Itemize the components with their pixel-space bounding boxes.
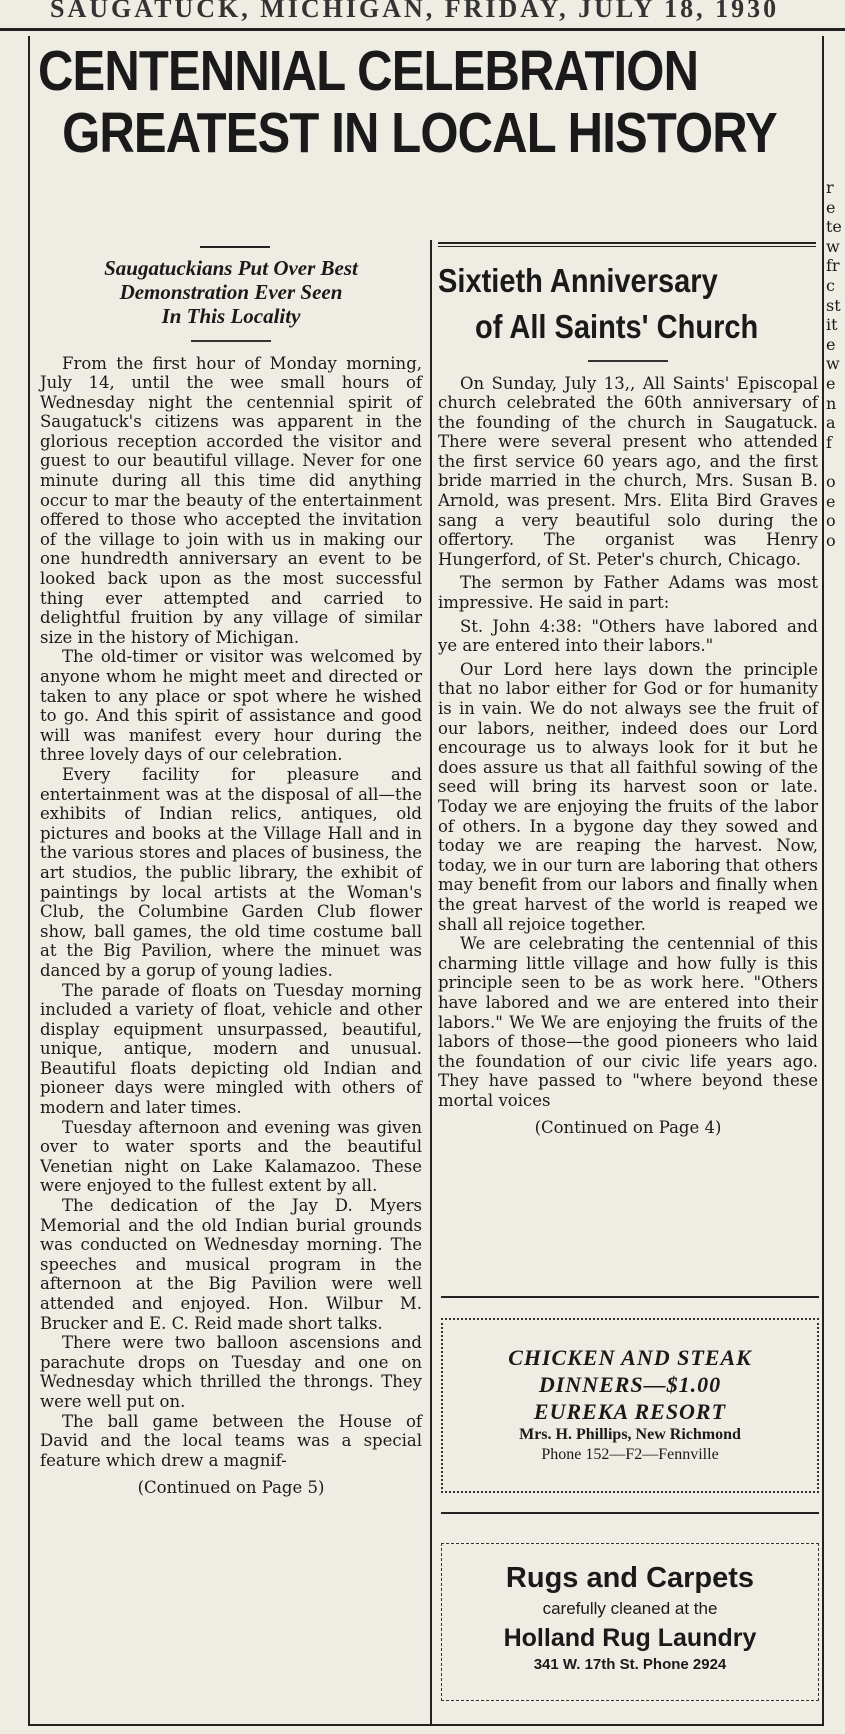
right-paragraph-5: We are celebrating the centennial of this charming little village and how fully is this principle seen to be as work here. "Others have labored and we are entered into their labors." We We are enjoying the fruits of the labors of those—the good pioneers who laid the foundation of our civic life years ago. They have passed to "where beyond these mortal voices [438, 934, 818, 1110]
left-article [40, 256, 422, 1498]
ad-separator-mid [441, 1512, 819, 1514]
ad-phone: Phone 152—F2—Fennville [541, 1446, 719, 1463]
edge-letter: w [826, 354, 840, 374]
left-header-rule [200, 246, 270, 248]
ad-rugs-carpets: Rugs and Carpets [505, 1562, 755, 1594]
subhead-line-3: In This Locality [161, 304, 301, 328]
subhead-line-1: Saugatuckians Put Over Best [104, 256, 358, 280]
church-headline [438, 258, 772, 350]
left-article-subhead [40, 256, 422, 328]
ad-proprietor: Mrs. H. Phillips, New Richmond [519, 1426, 741, 1443]
edge-letter: r [826, 178, 834, 197]
left-paragraph-2: The old-timer or visitor was welcomed by anyone whom he might meet and directed or taken to any place or spot where he wished to go. And this spirit of assistance and good will was manifest every hour during the three lovely days of our celebration. [40, 647, 422, 765]
left-continued-note: (Continued on Page 5) [137, 1478, 325, 1498]
ad-separator-top [441, 1296, 819, 1298]
right-header-rule-2 [438, 246, 816, 247]
left-margin-rule [28, 36, 30, 1726]
left-paragraph-4: The parade of floats on Tuesday morning included a variety of float, vehicle and other display equipment unsurpassed, beautiful, unique, antique, modern and unusual. Beautiful floats depicting old Indian and pioneer days were mingled with others of modern and later times. [40, 980, 422, 1118]
edge-letter: e [826, 197, 836, 217]
edge-letter: e [826, 491, 836, 511]
edge-letter: fr [826, 256, 840, 276]
left-paragraph-6: The dedication of the Jay D. Myers Memorial and the old Indian burial grounds was conducted on Wednesday morning. The speeches and musical program in the afternoon at the Big Pavilion were well attended and enjoyed. Hon. Wilbur M. Brucker and E. C. Reid made short talks. [40, 1196, 422, 1333]
edge-letter: f [826, 432, 832, 452]
left-paragraph-5: Tuesday afternoon and evening was given over to water sports and the beautiful Venetian night on Lake Kalamazoo. These were enjoyed to the fullest extent by all. [40, 1117, 422, 1196]
ad-holland-rug-laundry: Holland Rug Laundry [503, 1624, 757, 1652]
right-paragraph-4: Our Lord here lays down the principle that no labor either for God or for humanity is in vain. We do not always see the fruit of our labors, neither, indeed does our Lord encourage us to always look for it but he does assure us that all faithful sowing of the seed will bring its harvest soon or late. Today we are enjoying the fruits of the labor of others. In a bygone day they sowed and today we are reaping the harvest. Now, today, we in our turn are laboring that others may benefit from our labors and finally when the great harvest of the world is reaped we shall all rejoice together. [438, 659, 818, 934]
right-paragraph-3: St. John 4:38: "Others have labored and ye are entered into their labors." [438, 616, 818, 656]
main-headline [38, 39, 777, 165]
left-paragraph-1: From the first hour of Monday morning, July 14, until the wee small hours of Wednesday night the centennial spirit of Saugatuck's citizens was apparent in the glorious reception accorded the visitor and guest to our beautiful village. Never for one minute during all this time did anything occur to mar the beauty of the entertainment offered to those who accepted the invitation of the village to join with us in making our one hundredth anniversary an event to be looked back upon as the most successful thing ever attempted and carried to delightful fruition by any village of similar size in the history of Michigan. [40, 353, 422, 647]
right-paragraph-1: On Sunday, July 13,, All Saints' Episcopal church celebrated the 60th anniversary of the founding of the church in Saugatuck. There were several present who attended the first service 60 years ago, and the first bride married in the church, Mrs. Susan B. Arnold, was present. Mrs. Elita Bird Graves sang a very beautiful solo during the offertory. The organist was Henry Hungerford, of St. Peter's church, Chicago. [438, 373, 818, 569]
left-paragraph-8: The ball game between the House of David and the local teams was a special feature which drew a magnif- [40, 1411, 422, 1470]
right-column-rule [822, 36, 824, 1726]
left-paragraph-3: Every facility for pleasure and entertainment was at the disposal of all—the exhibits of Indian relics, antiques, old pictures and books at the Village Hall and in the various stores and places of business, the art studios, the public library, the exhibit of paintings by local artists at the Woman's Club, the Columbine Garden Club flower show, ball games, the old time costume ball at the Big Pavilion, where the minuet was danced by a gorup of young ladies. [40, 764, 422, 980]
edge-letter: o [826, 471, 836, 491]
edge-letter: w [826, 236, 840, 256]
edge-letter: c [826, 275, 835, 295]
column-divider [430, 240, 432, 1726]
church-headline-line-2: of All Saints' Church [474, 308, 759, 345]
right-paragraph-2: The sermon by Father Adams was most impressive. He said in part: [438, 573, 818, 613]
edge-letter: o [826, 511, 836, 531]
edge-letter: it [826, 315, 838, 335]
headline-line-2: GREATEST IN LOCAL HISTORY [62, 101, 777, 165]
edge-letter: a [826, 413, 836, 433]
right-header-rule [438, 242, 816, 244]
edge-letter: o [826, 530, 836, 550]
edge-letter: e [826, 334, 836, 354]
right-continued-note: (Continued on Page 4) [534, 1118, 722, 1138]
masthead-rule [0, 28, 845, 31]
ad-eureka-resort: EUREKA RESORT [533, 1399, 727, 1424]
edge-letter: st [826, 295, 841, 315]
ad-address-phone: 341 W. 17th St. Phone 2924 [533, 1656, 727, 1673]
ad-chicken-steak: CHICKEN AND STEAK [508, 1345, 752, 1370]
edge-letter: te [826, 217, 842, 237]
holland-rug-laundry-ad [441, 1543, 819, 1701]
subhead-line-2: Demonstration Ever Seen [119, 280, 343, 304]
left-paragraph-7: There were two balloon ascensions and parachute drops on Tuesday and one on Wednesday which thrilled the throngs. They were well put on. [40, 1333, 422, 1411]
adjacent-column-fragment [826, 178, 845, 550]
edge-letter [826, 452, 845, 472]
ad-dinners-price: DINNERS—$1.00 [538, 1372, 722, 1397]
edge-letter: e [826, 373, 836, 393]
right-article [438, 258, 818, 1138]
headline-line-1: CENTENNIAL CELEBRATION [38, 39, 699, 103]
church-head-rule [588, 360, 668, 362]
bottom-rule [28, 1724, 824, 1726]
masthead: SAUGATUCK, MICHIGAN, FRIDAY, JULY 18, 1930 [50, 0, 780, 23]
edge-letter: n [826, 393, 837, 413]
subhead-rule [191, 340, 271, 342]
eureka-resort-ad [441, 1318, 819, 1493]
ad-carefully-cleaned: carefully cleaned at the [542, 1599, 718, 1618]
church-headline-line-1: Sixtieth Anniversary [438, 262, 718, 299]
